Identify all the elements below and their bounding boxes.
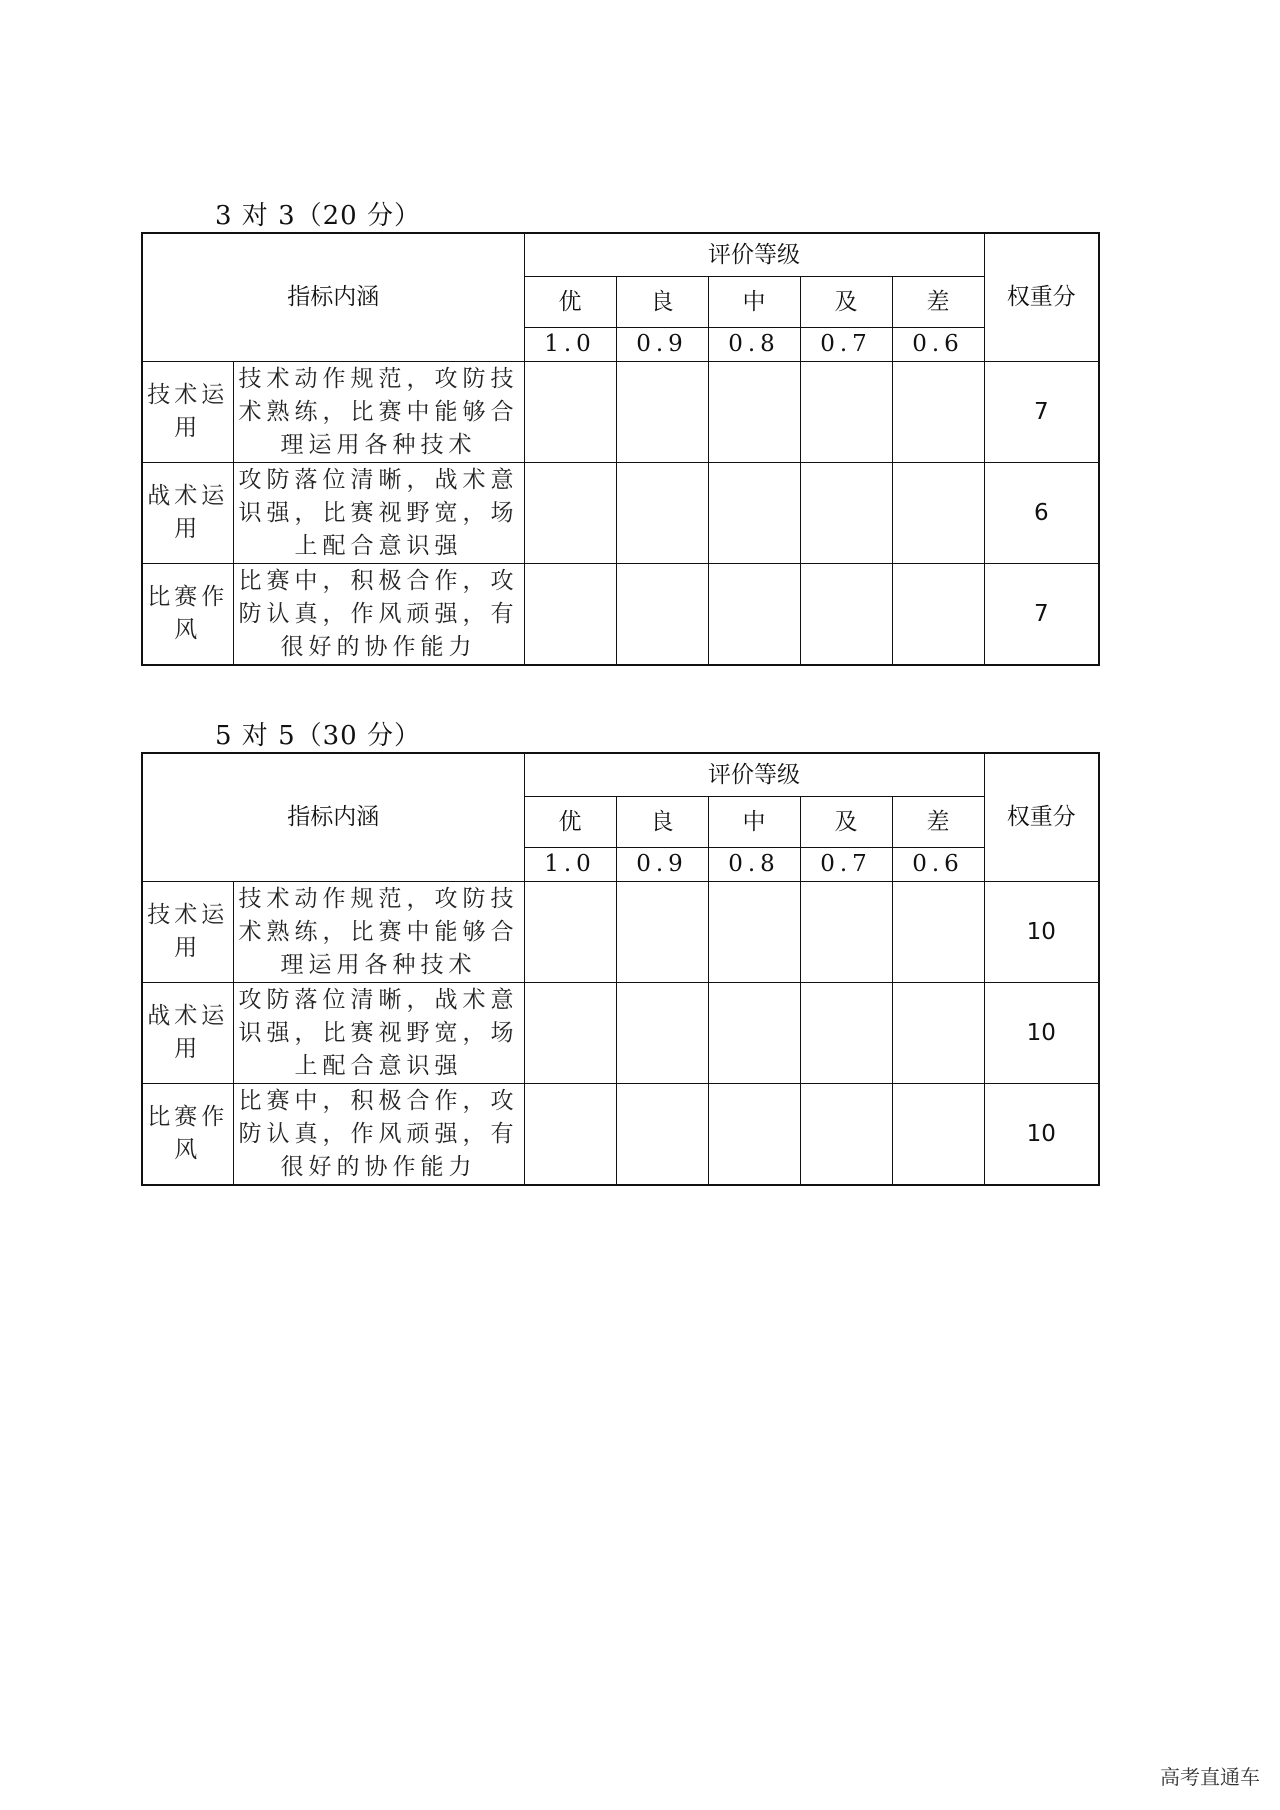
row-category: 技术运用 xyxy=(142,362,233,463)
coefficient: 0.6 xyxy=(892,848,984,882)
score-cell xyxy=(708,564,800,666)
score-cell xyxy=(892,882,984,983)
score-cell xyxy=(708,983,800,1084)
row-weight: 10 xyxy=(984,1084,1099,1186)
row-description: 比赛中，积极合作，攻防认真，作风顽强，有很好的协作能力 xyxy=(233,1084,524,1186)
score-cell xyxy=(708,882,800,983)
score-cell xyxy=(708,463,800,564)
grade-poor: 差 xyxy=(892,797,984,848)
row-weight: 6 xyxy=(984,463,1099,564)
indicator-header: 指标内涵 xyxy=(142,233,524,362)
score-cell xyxy=(892,1084,984,1186)
row-description: 攻防落位清晰，战术意识强，比赛视野宽，场上配合意识强 xyxy=(233,463,524,564)
grade-title: 评价等级 xyxy=(524,233,984,277)
row-category: 技术运用 xyxy=(142,882,233,983)
score-cell xyxy=(800,1084,892,1186)
row-weight: 10 xyxy=(984,983,1099,1084)
row-category: 战术运用 xyxy=(142,463,233,564)
section-title: 5 对 5（30 分） xyxy=(215,721,421,751)
coefficient: 0.8 xyxy=(708,848,800,882)
row-category: 比赛作风 xyxy=(142,564,233,666)
row-description: 比赛中，积极合作，攻防认真，作风顽强，有很好的协作能力 xyxy=(233,564,524,666)
score-cell xyxy=(524,983,616,1084)
coefficient: 0.7 xyxy=(800,328,892,362)
grade-medium: 中 xyxy=(708,797,800,848)
coefficient: 0.9 xyxy=(616,328,708,362)
row-description: 攻防落位清晰，战术意识强，比赛视野宽，场上配合意识强 xyxy=(233,983,524,1084)
grade-title: 评价等级 xyxy=(524,753,984,797)
score-cell xyxy=(524,882,616,983)
score-cell xyxy=(616,1084,708,1186)
coefficient: 0.6 xyxy=(892,328,984,362)
row-category: 比赛作风 xyxy=(142,1084,233,1186)
coefficient: 0.7 xyxy=(800,848,892,882)
table-row xyxy=(142,882,1099,983)
coefficient: 1.0 xyxy=(524,328,616,362)
score-cell xyxy=(524,564,616,666)
grade-pass: 及 xyxy=(800,277,892,328)
grade-good: 良 xyxy=(616,277,708,328)
table-row xyxy=(142,463,1099,564)
weight-header: 权重分 xyxy=(984,753,1099,882)
evaluation-table xyxy=(141,232,1100,666)
row-weight: 7 xyxy=(984,362,1099,463)
row-description: 技术动作规范，攻防技术熟练，比赛中能够合理运用各种技术 xyxy=(233,882,524,983)
score-cell xyxy=(524,463,616,564)
section-title: 3 对 3（20 分） xyxy=(215,201,421,231)
table-row xyxy=(142,1084,1099,1186)
score-cell xyxy=(524,362,616,463)
grade-poor: 差 xyxy=(892,277,984,328)
watermark-text: 高考直通车 xyxy=(1160,1765,1260,1789)
row-category: 战术运用 xyxy=(142,983,233,1084)
row-weight: 10 xyxy=(984,882,1099,983)
score-cell xyxy=(892,463,984,564)
score-cell xyxy=(524,1084,616,1186)
row-weight: 7 xyxy=(984,564,1099,666)
score-cell xyxy=(616,463,708,564)
score-cell xyxy=(708,1084,800,1186)
table-row xyxy=(142,564,1099,666)
grade-pass: 及 xyxy=(800,797,892,848)
grade-excellent: 优 xyxy=(524,277,616,328)
score-cell xyxy=(892,983,984,1084)
score-cell xyxy=(800,362,892,463)
evaluation-table xyxy=(141,752,1100,1186)
row-description: 技术动作规范，攻防技术熟练，比赛中能够合理运用各种技术 xyxy=(233,362,524,463)
grade-medium: 中 xyxy=(708,277,800,328)
coefficient: 0.8 xyxy=(708,328,800,362)
coefficient: 1.0 xyxy=(524,848,616,882)
score-cell xyxy=(616,983,708,1084)
coefficient: 0.9 xyxy=(616,848,708,882)
score-cell xyxy=(892,362,984,463)
score-cell xyxy=(892,564,984,666)
grade-excellent: 优 xyxy=(524,797,616,848)
table-row xyxy=(142,983,1099,1084)
score-cell xyxy=(800,564,892,666)
score-cell xyxy=(616,362,708,463)
score-cell xyxy=(800,882,892,983)
indicator-header: 指标内涵 xyxy=(142,753,524,882)
weight-header: 权重分 xyxy=(984,233,1099,362)
grade-good: 良 xyxy=(616,797,708,848)
score-cell xyxy=(800,463,892,564)
score-cell xyxy=(616,882,708,983)
score-cell xyxy=(616,564,708,666)
score-cell xyxy=(800,983,892,1084)
table-row xyxy=(142,362,1099,463)
score-cell xyxy=(708,362,800,463)
